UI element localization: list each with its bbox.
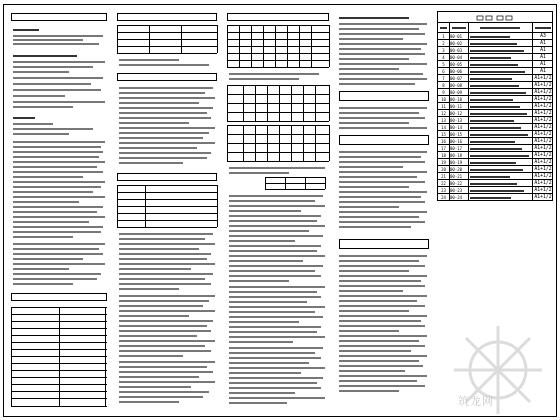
index-row-title [468,96,532,103]
index-row-no: 18 [441,153,446,158]
index-row-sheet-size: A1 [540,62,546,67]
index-row-sheet-size: A1+1/2 [534,153,552,158]
small-table [225,177,331,189]
index-row-no: 9 [442,90,445,95]
index-row-sheet-size: A1+1/2 [534,76,552,81]
index-row [437,166,553,173]
index-row-drawing-no: 00-03 [450,48,463,53]
index-row [437,159,553,166]
index-row-no: 16 [441,139,446,144]
index-row-drawing-no: 00-21 [450,174,463,179]
index-row-drawing-no: 00-06 [450,69,463,74]
index-row-sheet-size: A1 [540,48,546,53]
index-row-no: 21 [441,174,446,179]
index-row-title [468,68,532,75]
index-row-title [468,152,532,159]
index-row-no: 19 [441,160,446,165]
index-row-title [468,131,532,138]
index-row-no: 20 [441,167,446,172]
index-row-sheet-size: A1+1/2 [534,132,552,137]
index-row-no: 6 [442,69,445,74]
index-row-no: 2 [442,41,445,46]
index-row-sheet-size: A1+1/2 [534,167,552,172]
index-row [437,82,553,89]
index-row-sheet-size: A1+1/2 [534,97,552,102]
index-row-drawing-no: 00-04 [450,55,463,60]
index-row-no: 17 [441,146,446,151]
index-row-title [468,40,532,47]
section-heading-bar [339,239,429,249]
index-row [437,75,553,82]
index-row [437,117,553,124]
index-row-drawing-no: 00-12 [450,111,463,116]
index-row-title [468,117,532,124]
index-row-no: 24 [441,195,446,200]
index-row-sheet-size: A1 [540,55,546,60]
section-heading-bar [339,135,429,145]
index-row-title [468,47,532,54]
index-row-title [468,110,532,117]
index-row-title [468,124,532,131]
index-title [437,11,553,23]
index-row [437,152,553,159]
index-row-sheet-size: A1+1/2 [534,160,552,165]
index-row-title [468,145,532,152]
index-row-title [468,187,532,194]
material-table [115,185,219,227]
index-row-no: 23 [441,188,446,193]
index-row-sheet-size: A1+1/2 [534,195,552,200]
standards-table [9,307,109,407]
index-row-drawing-no: 00-24 [450,195,463,200]
section-heading-bar [117,173,217,181]
index-row-drawing-no: 00-17 [450,146,463,151]
index-row-no: 13 [441,118,446,123]
index-row-no: 1 [442,34,445,39]
index-row-no: 4 [442,55,445,60]
notes-column-3 [225,11,331,411]
index-row [437,33,553,40]
index-row-sheet-size: A1 [540,69,546,74]
section-heading-bar [11,293,107,301]
load-table [225,25,331,67]
reinforcement-table [225,85,331,121]
index-row-no: 7 [442,76,445,81]
section-heading-bar [117,13,217,21]
index-row-sheet-size: A1+1/2 [534,90,552,95]
index-row-title [468,82,532,89]
index-row [437,89,553,96]
index-row-no: 14 [441,125,446,130]
index-row-drawing-no: 00-22 [450,181,463,186]
index-row-title [468,138,532,145]
index-row-drawing-no: 00-05 [450,62,463,67]
index-row-drawing-no: 00-18 [450,153,463,158]
index-row-title [468,75,532,82]
index-row-no: 3 [442,48,445,53]
index-title-glyphs [475,14,515,22]
index-row [437,124,553,131]
index-row-title [468,103,532,110]
index-row-drawing-no: 00-02 [450,41,463,46]
index-row-sheet-size: A1+1/2 [534,174,552,179]
index-row-title [468,61,532,68]
index-row [437,40,553,47]
index-row [437,61,553,68]
notes-column-4 [337,11,431,411]
index-row-drawing-no: 00-10 [450,97,463,102]
index-row-sheet-size: A3 [540,34,546,39]
index-row-sheet-size: A1+1/2 [534,83,552,88]
index-row-sheet-size: A1+1/2 [534,125,552,130]
index-row [437,145,553,152]
index-row-sheet-size: A1+1/2 [534,188,552,193]
index-row-drawing-no: 00-16 [450,139,463,144]
index-row [437,173,553,180]
drawing-index [437,11,553,200]
section-heading-bar [11,13,107,21]
index-row-sheet-size: A1+1/2 [534,104,552,109]
notes-column-2 [115,11,219,411]
index-row [437,138,553,145]
index-row-title [468,54,532,61]
index-row [437,131,553,138]
index-row-sheet-size: A1+1/2 [534,146,552,151]
index-row [437,54,553,61]
anchorage-table [225,125,331,161]
index-row-no: 8 [442,83,445,88]
index-row-drawing-no: 00-15 [450,132,463,137]
index-row [437,180,553,187]
index-header [437,23,553,33]
index-row-title [468,159,532,166]
index-row-no: 5 [442,62,445,67]
index-row-title [468,89,532,96]
index-row-title [468,180,532,187]
index-row-drawing-no: 00-07 [450,76,463,81]
index-row-title [468,33,532,40]
index-row-sheet-size: A1+1/2 [534,181,552,186]
index-row-no: 15 [441,132,446,137]
index-row [437,68,553,75]
index-row-sheet-size: A1+1/2 [534,111,552,116]
index-row-sheet-size: A1+1/2 [534,118,552,123]
index-row-drawing-no: 00-23 [450,188,463,193]
index-row-title [468,166,532,173]
index-row-drawing-no: 00-11 [450,104,463,109]
index-row-drawing-no: 00-09 [450,90,463,95]
index-row-drawing-no: 00-19 [450,160,463,165]
watermark-text: 筑龙网 [458,395,494,408]
index-row-title [468,194,532,201]
params-table [115,25,219,53]
notes-column-1 [9,11,109,411]
index-row [437,96,553,103]
index-row-no: 11 [441,104,446,109]
section-heading-bar [227,13,329,21]
index-row-drawing-no: 00-08 [450,83,463,88]
index-row-drawing-no: 00-14 [450,125,463,130]
index-row-no: 12 [441,111,446,116]
index-row-sheet-size: A1 [540,41,546,46]
index-row-no: 22 [441,181,446,186]
index-row-drawing-no: 00-13 [450,118,463,123]
index-row-drawing-no: 00-01 [450,34,463,39]
index-row [437,47,553,54]
index-row-sheet-size: A1+1/2 [534,139,552,144]
index-row [437,194,553,201]
section-heading-bar [339,91,429,101]
index-row [437,103,553,110]
index-row-no: 10 [441,97,446,102]
index-row-drawing-no: 00-20 [450,167,463,172]
section-heading-bar [117,73,217,81]
index-row [437,187,553,194]
index-row [437,110,553,117]
index-row-title [468,173,532,180]
